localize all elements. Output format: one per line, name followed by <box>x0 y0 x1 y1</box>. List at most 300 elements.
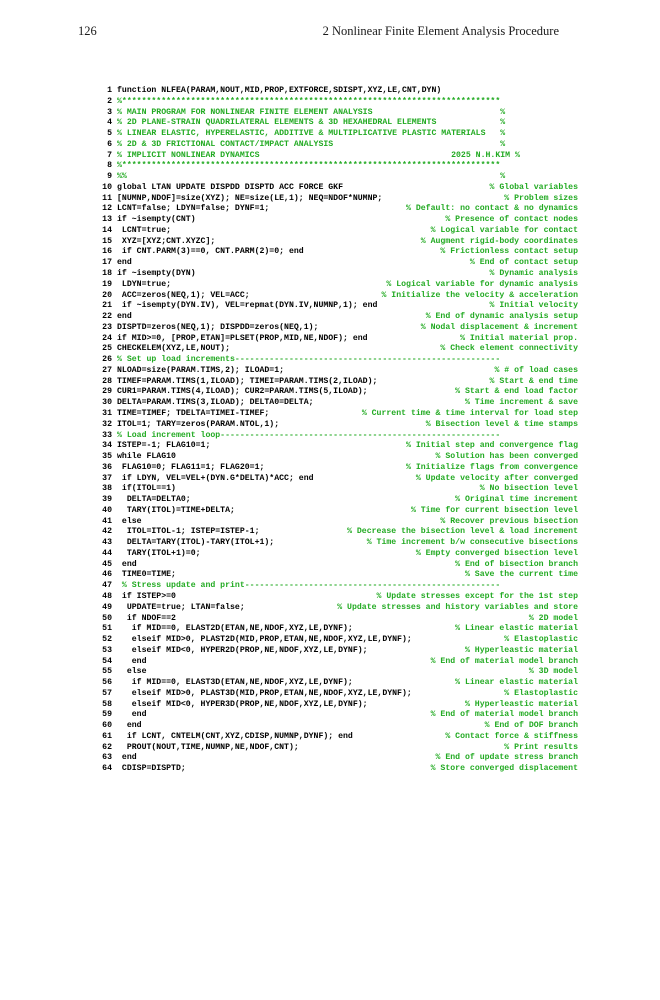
code-comment: % Augment rigid-body coordinates <box>420 236 578 246</box>
line-content <box>112 743 578 754</box>
code-comment: % 3D model <box>528 667 578 677</box>
code-line <box>98 86 578 97</box>
code-line <box>98 689 578 700</box>
line-number: 8 <box>107 161 112 171</box>
code-line <box>98 484 578 495</box>
code-text: [NUMNP,NDOF]=size(XYZ); NE=size(LE,1); NEQ=NDOF*NUMNP; <box>117 193 383 203</box>
code-comment: % 2D PLANE-STRAIN QUADRILATERAL ELEMENTS & 3D HEXAHEDRAL ELEMENTS % <box>117 118 506 128</box>
line-number: 1 <box>107 86 112 95</box>
code-comment: % Recover previous bisection <box>440 516 578 526</box>
line-number: 50 <box>102 613 112 623</box>
code-text: else <box>117 667 147 677</box>
code-comment: % Update velocity after converged <box>415 473 578 483</box>
code-comment: % Problem sizes <box>504 193 578 203</box>
code-line <box>98 366 578 377</box>
line-number: 52 <box>102 635 112 645</box>
line-number: 10 <box>102 182 112 192</box>
code-text: end <box>117 721 142 731</box>
line-content <box>112 366 578 377</box>
code-comment: % Dynamic analysis <box>489 269 578 279</box>
line-content <box>112 517 578 528</box>
code-text: elseif MID<0, HYPER2D(PROP,NE,NDOF,XYZ,LE,DYNF); <box>117 645 368 655</box>
code-listing <box>98 86 578 775</box>
line-content <box>112 474 578 485</box>
code-comment: % Default: no contact & no dynamics <box>406 204 578 214</box>
code-line <box>98 721 578 732</box>
line-content <box>112 614 578 625</box>
code-text: NLOAD=size(PARAM.TIMS,2); ILOAD=1; <box>117 365 285 375</box>
code-line <box>98 409 578 420</box>
line-number: 22 <box>102 312 112 322</box>
code-text: ITOL=ITOL-1; ISTEP=ISTEP-1; <box>117 527 260 537</box>
code-text: FLAG10=0; FLAG11=1; FLAG20=1; <box>117 462 265 472</box>
line-number: 39 <box>102 495 112 505</box>
code-text: end <box>117 753 137 763</box>
code-text: if ~isempty(CNT) <box>117 215 196 225</box>
line-number: 49 <box>102 602 112 612</box>
code-line <box>98 710 578 721</box>
line-content <box>112 129 578 140</box>
code-text: TARY(ITOL+1)=0; <box>117 548 201 558</box>
line-number: 47 <box>102 581 112 591</box>
code-text: if ~isempty(DYN.IV), VEL=repmat(DYN.IV,NUMNP,1); end <box>117 301 378 311</box>
code-comment: % Empty converged bisection level <box>415 548 578 558</box>
code-text: TIME0=TIME; <box>117 570 176 580</box>
code-comment: % Current time & time interval for load step <box>361 408 578 418</box>
line-content <box>112 603 578 614</box>
code-comment: % Start & end time <box>489 376 578 386</box>
line-content <box>112 161 578 172</box>
code-line <box>98 377 578 388</box>
line-number: 43 <box>102 538 112 548</box>
page-number: 126 <box>78 24 97 38</box>
page-header <box>0 0 660 40</box>
line-number: 41 <box>102 516 112 526</box>
code-comment: % Elastoplastic <box>504 688 578 698</box>
code-text: end <box>117 559 137 569</box>
code-text: DELTA=PARAM.TIMS(3,ILOAD); DELTA0=DELTA; <box>117 398 314 408</box>
code-line <box>98 700 578 711</box>
code-comment: % MAIN PROGRAM FOR NONLINEAR FINITE ELEMENT ANALYSIS % <box>117 107 506 117</box>
code-text: DELTA=TARY(ITOL)-TARY(ITOL+1); <box>117 538 275 548</box>
line-content <box>112 710 578 721</box>
code-text: if MID>=0, [PROP,ETAN]=PLSET(PROP,MID,NE,NDOF); end <box>117 333 368 343</box>
code-comment: % Presence of contact nodes <box>445 215 578 225</box>
code-line <box>98 431 578 442</box>
line-number: 29 <box>102 387 112 397</box>
code-text: end <box>117 710 147 720</box>
code-text: while FLAG10 <box>117 452 176 462</box>
code-text: if LDYN, VEL=VEL+(DYN.G*DELTA)*ACC; end <box>117 473 314 483</box>
code-comment: % Time for current bisection level <box>410 505 578 515</box>
code-text: PROUT(NOUT,TIME,NUMNP,NE,NDOF,CNT); <box>117 742 299 752</box>
line-content <box>112 581 578 592</box>
code-comment: % Hyperleastic material <box>464 645 578 655</box>
code-line <box>98 172 578 183</box>
line-content <box>112 118 578 129</box>
line-content <box>112 237 578 248</box>
line-content <box>112 753 578 764</box>
line-number: 32 <box>102 419 112 429</box>
code-line <box>98 495 578 506</box>
line-content <box>112 700 578 711</box>
line-number: 36 <box>102 462 112 472</box>
code-comment: % Stress update and print---------------------------------------------------- <box>117 581 501 591</box>
line-content <box>112 226 578 237</box>
code-line <box>98 151 578 162</box>
code-line <box>98 108 578 119</box>
code-line <box>98 635 578 646</box>
line-number: 58 <box>102 699 112 709</box>
line-number: 44 <box>102 548 112 558</box>
line-number: 13 <box>102 215 112 225</box>
code-text: global LTAN UPDATE DISPDD DISPTD ACC FORCE GKF <box>117 182 344 192</box>
code-text: LCNT=false; LDYN=false; DYNF=1; <box>117 204 270 214</box>
line-content <box>112 204 578 215</box>
code-line <box>98 344 578 355</box>
line-number: 59 <box>102 710 112 720</box>
code-line <box>98 506 578 517</box>
line-content <box>112 291 578 302</box>
code-comment: % End of dynamic analysis setup <box>425 312 578 322</box>
code-text: if(ITOL==1) <box>117 484 176 494</box>
code-line <box>98 258 578 269</box>
line-number: 5 <box>107 129 112 139</box>
code-comment: % Hyperleastic material <box>464 699 578 709</box>
code-line <box>98 517 578 528</box>
line-number: 4 <box>107 118 112 128</box>
code-comment: % End of contact setup <box>469 258 578 268</box>
code-line <box>98 269 578 280</box>
code-line <box>98 764 578 775</box>
code-comment: % Save the current time <box>464 570 578 580</box>
code-comment: % 2D & 3D FRICTIONAL CONTACT/IMPACT ANALYSIS % <box>117 139 506 149</box>
line-content <box>112 721 578 732</box>
line-content <box>112 355 578 366</box>
code-comment: % Elastoplastic <box>504 635 578 645</box>
code-comment: % Update stresses except for the 1st step <box>376 591 578 601</box>
code-text: else <box>117 516 142 526</box>
line-content <box>112 97 578 108</box>
code-line <box>98 657 578 668</box>
code-comment: % Linear elastic material <box>455 678 578 688</box>
code-text: end <box>117 258 132 268</box>
code-line <box>98 215 578 226</box>
line-content <box>112 344 578 355</box>
code-comment: %***************************************************************************** <box>117 161 501 171</box>
code-line <box>98 463 578 474</box>
code-comment: % End of DOF branch <box>484 721 578 731</box>
code-line <box>98 226 578 237</box>
code-text: end <box>117 656 147 666</box>
code-text: DISPTD=zeros(NEQ,1); DISPDD=zeros(NEQ,1); <box>117 322 319 332</box>
code-line <box>98 312 578 323</box>
code-comment: %***************************************************************************** <box>117 96 501 106</box>
code-line <box>98 474 578 485</box>
line-content <box>112 151 578 162</box>
code-line <box>98 667 578 678</box>
code-line <box>98 97 578 108</box>
line-content <box>112 667 578 678</box>
line-number: 25 <box>102 344 112 354</box>
code-text: elseif MID>0, PLAST3D(MID,PROP,ETAN,NE,NDOF,XYZ,LE,DYNF); <box>117 688 412 698</box>
code-line <box>98 301 578 312</box>
code-line <box>98 398 578 409</box>
line-content <box>112 409 578 420</box>
code-comment: % Nodal displacement & increment <box>420 322 578 332</box>
code-comment: % Initial velocity <box>489 301 578 311</box>
line-content <box>112 183 578 194</box>
code-comment: % Initial step and convergence flag <box>406 441 578 451</box>
code-text: DELTA=DELTA0; <box>117 495 191 505</box>
code-comment: % Logical variable for dynamic analysis <box>386 279 578 289</box>
code-line <box>98 387 578 398</box>
code-text: CDISP=DISPTD; <box>117 764 186 774</box>
code-comment: % Bisection level & time stamps <box>425 419 578 429</box>
code-comment: % Logical variable for contact <box>430 225 578 235</box>
chapter-title: 2 Nonlinear Finite Element Analysis Procedure <box>322 24 559 38</box>
code-comment: % Decrease the bisection level & load increment <box>347 527 578 537</box>
line-number: 3 <box>107 107 112 117</box>
code-text: UPDATE=true; LTAN=false; <box>117 602 245 612</box>
code-line <box>98 441 578 452</box>
code-line <box>98 452 578 463</box>
code-comment: % Linear elastic material <box>455 624 578 634</box>
line-number: 34 <box>102 441 112 451</box>
line-content <box>112 398 578 409</box>
code-text: if ISTEP>=0 <box>117 591 176 601</box>
line-content <box>112 764 578 775</box>
code-line <box>98 355 578 366</box>
line-number: 46 <box>102 570 112 580</box>
code-text: if MID==0, ELAST2D(ETAN,NE,NDOF,XYZ,LE,DYNF); <box>117 624 353 634</box>
code-comment: % Initialize flags from convergence <box>406 462 578 472</box>
line-content <box>112 549 578 560</box>
code-comment: % End of material model branch <box>430 656 578 666</box>
line-content <box>112 323 578 334</box>
line-content <box>112 172 578 183</box>
line-number: 64 <box>102 764 112 774</box>
code-comment: % Global variables <box>489 182 578 192</box>
line-content <box>112 527 578 538</box>
code-line <box>98 129 578 140</box>
line-number: 11 <box>102 193 112 203</box>
code-text: LCNT=true; <box>117 225 172 235</box>
line-number: 38 <box>102 484 112 494</box>
line-number: 60 <box>102 721 112 731</box>
line-number: 54 <box>102 656 112 666</box>
line-content <box>112 215 578 226</box>
line-content <box>112 108 578 119</box>
line-content <box>112 538 578 549</box>
line-number: 57 <box>102 688 112 698</box>
line-content <box>112 570 578 581</box>
code-text: end <box>117 312 132 322</box>
code-line <box>98 161 578 172</box>
code-line <box>98 603 578 614</box>
line-number: 55 <box>102 667 112 677</box>
line-number: 27 <box>102 365 112 375</box>
code-comment: % # of load cases <box>494 365 578 375</box>
line-number: 62 <box>102 742 112 752</box>
code-text: if NDOF==2 <box>117 613 176 623</box>
code-line <box>98 538 578 549</box>
code-line <box>98 183 578 194</box>
code-line <box>98 527 578 538</box>
line-content <box>112 431 578 442</box>
code-line <box>98 291 578 302</box>
line-number: 51 <box>102 624 112 634</box>
code-comment: % Set up load increments------------------------------------------------------ <box>117 355 501 365</box>
code-line <box>98 334 578 345</box>
line-number: 6 <box>107 139 112 149</box>
code-text: TIMEF=PARAM.TIMS(1,ILOAD); TIMEI=PARAM.TIMS(2,ILOAD); <box>117 376 378 386</box>
code-line <box>98 237 578 248</box>
line-number: 12 <box>102 204 112 214</box>
line-content <box>112 86 578 97</box>
line-number: 28 <box>102 376 112 386</box>
line-content <box>112 387 578 398</box>
line-content <box>112 506 578 517</box>
code-line <box>98 560 578 571</box>
line-number: 56 <box>102 678 112 688</box>
code-text: elseif MID<0, HYPER3D(PROP,NE,NDOF,XYZ,LE,DYNF); <box>117 699 368 709</box>
code-comment: % Initialize the velocity & acceleration <box>381 290 578 300</box>
line-number: 17 <box>102 258 112 268</box>
line-content <box>112 635 578 646</box>
code-line <box>98 204 578 215</box>
line-number: 48 <box>102 591 112 601</box>
code-text: TARY(ITOL)=TIME+DELTA; <box>117 505 235 515</box>
code-text: if CNT.PARM(3)==0, CNT.PARM(2)=0; end <box>117 247 304 257</box>
line-number: 30 <box>102 398 112 408</box>
line-content <box>112 624 578 635</box>
line-number: 19 <box>102 279 112 289</box>
code-comment: % Store converged displacement <box>430 764 578 774</box>
line-number: 33 <box>102 430 112 440</box>
code-line <box>98 549 578 560</box>
code-comment: % IMPLICIT NONLINEAR DYNAMICS 2025 N.H.KIM % <box>117 150 520 160</box>
code-comment: % Frictionless contact setup <box>440 247 578 257</box>
line-number: 21 <box>102 301 112 311</box>
line-number: 18 <box>102 269 112 279</box>
line-number: 7 <box>107 150 112 160</box>
line-content <box>112 377 578 388</box>
code-text: ITOL=1; TARY=zeros(PARAM.NTOL,1); <box>117 419 280 429</box>
code-comment: % Initial material prop. <box>460 333 578 343</box>
line-number: 26 <box>102 355 112 365</box>
code-line <box>98 743 578 754</box>
code-comment: % Time increment b/w consecutive bisections <box>366 538 578 548</box>
code-comment: % End of material model branch <box>430 710 578 720</box>
code-comment: % Update stresses and history variables and store <box>337 602 578 612</box>
line-number: 53 <box>102 645 112 655</box>
line-number: 2 <box>107 96 112 106</box>
code-comment: % 2D model <box>528 613 578 623</box>
code-comment: % Original time increment <box>455 495 578 505</box>
line-number: 31 <box>102 408 112 418</box>
code-text: if ~isempty(DYN) <box>117 269 196 279</box>
line-content <box>112 592 578 603</box>
code-text: CUR1=PARAM.TIMS(4,ILOAD); CUR2=PARAM.TIMS(5,ILOAD); <box>117 387 368 397</box>
code-comment: % Start & end load factor <box>455 387 578 397</box>
line-number: 42 <box>102 527 112 537</box>
code-text: LDYN=true; <box>117 279 172 289</box>
code-comment: % Load increment loop--------------------------------------------------------- <box>117 430 501 440</box>
code-text: ACC=zeros(NEQ,1); VEL=ACC; <box>117 290 250 300</box>
code-line <box>98 678 578 689</box>
line-number: 40 <box>102 505 112 515</box>
code-comment: % Contact force & stiffness <box>445 731 578 741</box>
line-content <box>112 140 578 151</box>
line-content <box>112 689 578 700</box>
line-number: 35 <box>102 452 112 462</box>
line-number: 20 <box>102 290 112 300</box>
line-content <box>112 301 578 312</box>
code-comment: % No bisection level <box>479 484 578 494</box>
code-line <box>98 570 578 581</box>
code-line <box>98 753 578 764</box>
code-line <box>98 118 578 129</box>
code-line <box>98 323 578 334</box>
line-content <box>112 463 578 474</box>
line-number: 45 <box>102 559 112 569</box>
line-number: 16 <box>102 247 112 257</box>
line-content <box>112 312 578 323</box>
code-text: if MID==0, ELAST3D(ETAN,NE,NDOF,XYZ,LE,DYNF); <box>117 678 353 688</box>
line-number: 15 <box>102 236 112 246</box>
line-content <box>112 247 578 258</box>
line-content <box>112 269 578 280</box>
code-line <box>98 581 578 592</box>
code-text: XYZ=[XYZ;CNT.XYZC]; <box>117 236 216 246</box>
line-number: 61 <box>102 731 112 741</box>
code-text: TIME=TIMEF; TDELTA=TIMEI-TIMEF; <box>117 408 270 418</box>
code-line <box>98 194 578 205</box>
code-text: elseif MID>0, PLAST2D(MID,PROP,ETAN,NE,NDOF,XYZ,LE,DYNF); <box>117 635 412 645</box>
line-content <box>112 646 578 657</box>
line-number: 24 <box>102 333 112 343</box>
line-content <box>112 280 578 291</box>
code-comment: % Solution has been converged <box>435 452 578 462</box>
code-line <box>98 732 578 743</box>
code-line <box>98 592 578 603</box>
line-content <box>112 560 578 571</box>
line-content <box>112 194 578 205</box>
line-content <box>112 441 578 452</box>
code-comment: % Check element connectivity <box>440 344 578 354</box>
line-number: 23 <box>102 322 112 332</box>
code-comment: %% % <box>117 172 506 182</box>
code-comment: % Print results <box>504 742 578 752</box>
line-content <box>112 334 578 345</box>
code-comment: % End of bisection branch <box>455 559 578 569</box>
code-comment: % LINEAR ELASTIC, HYPERELASTIC, ADDITIVE & MULTIPLICATIVE PLASTIC MATERIALS % <box>117 129 506 139</box>
line-number: 37 <box>102 473 112 483</box>
code-line <box>98 247 578 258</box>
line-content <box>112 678 578 689</box>
line-content <box>112 258 578 269</box>
code-line <box>98 624 578 635</box>
line-content <box>112 495 578 506</box>
code-line <box>98 140 578 151</box>
code-text: ISTEP=-1; FLAG10=1; <box>117 441 211 451</box>
code-text: function NLFEA(PARAM,NOUT,MID,PROP,EXTFORCE,SDISPT,XYZ,LE,CNT,DYN) <box>117 86 442 95</box>
code-line <box>98 420 578 431</box>
line-content <box>112 452 578 463</box>
code-text: if LCNT, CNTELM(CNT,XYZ,CDISP,NUMNP,DYNF); end <box>117 731 353 741</box>
code-comment: % End of update stress branch <box>435 753 578 763</box>
